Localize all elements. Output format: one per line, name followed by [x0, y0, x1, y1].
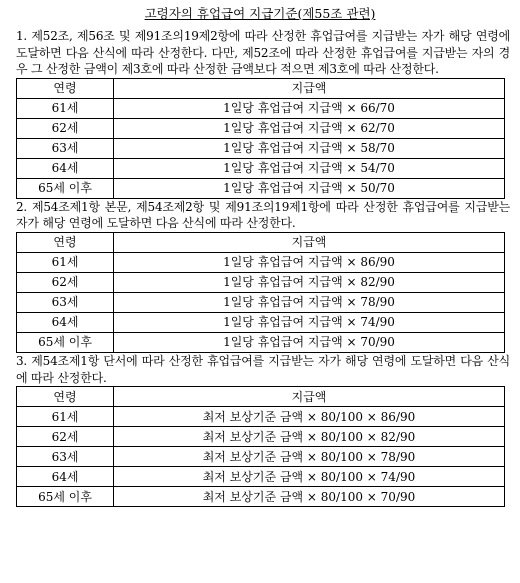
age-cell: 63세 [17, 447, 114, 467]
amount-cell: 1일당 휴업급여 지급액 × 86/90 [114, 252, 505, 272]
amount-cell: 1일당 휴업급여 지급액 × 82/90 [114, 272, 505, 292]
table-row [17, 467, 505, 487]
age-cell: 64세 [17, 158, 114, 178]
amount-cell: 1일당 휴업급여 지급액 × 54/70 [114, 158, 505, 178]
table-row [17, 98, 505, 118]
section-2-text: 2. 제54조제1항 본문, 제54조제2항 및 제91조의19제1항에 따라 산정한 휴업급여를 지급받는 자가 해당 연령에 도달하면 다음 산식에 따라 산정한다. [16, 199, 510, 231]
table-row [17, 252, 505, 272]
age-cell: 63세 [17, 138, 114, 158]
table-row [17, 407, 505, 427]
header-amount: 지급액 [114, 78, 505, 98]
header-amount: 지급액 [114, 232, 505, 252]
age-cell: 65세 이후 [17, 332, 114, 352]
amount-cell: 1일당 휴업급여 지급액 × 50/70 [114, 178, 505, 198]
age-cell: 63세 [17, 292, 114, 312]
amount-cell: 1일당 휴업급여 지급액 × 70/90 [114, 332, 505, 352]
age-cell: 62세 [17, 118, 114, 138]
age-cell: 61세 [17, 98, 114, 118]
amount-cell: 최저 보상기준 금액 × 80/100 × 86/90 [114, 407, 505, 427]
amount-cell: 1일당 휴업급여 지급액 × 78/90 [114, 292, 505, 312]
section-1-text: 1. 제52조, 제56조 및 제91조의19제2항에 따라 산정한 휴업급여를 지급받는 자가 해당 연령에 도달하면 다음 산식에 따라 산정한다. 다만, 제52조에 따라 산정한 휴업급여를 지급받는 자의 경우 그 산정한 금액이 제3호에 따라 산정한 금액보다 적으면 제3호에 따라 산정한다. [16, 29, 510, 77]
table-row [17, 138, 505, 158]
amount-cell: 최저 보상기준 금액 × 80/100 × 82/90 [114, 427, 505, 447]
amount-cell: 1일당 휴업급여 지급액 × 74/90 [114, 312, 505, 332]
amount-cell: 1일당 휴업급여 지급액 × 62/70 [114, 118, 505, 138]
age-cell: 64세 [17, 467, 114, 487]
amount-cell: 1일당 휴업급여 지급액 × 66/70 [114, 98, 505, 118]
amount-cell: 최저 보상기준 금액 × 80/100 × 78/90 [114, 447, 505, 467]
header-age: 연령 [17, 78, 114, 98]
table-row [17, 292, 505, 312]
table-row [17, 312, 505, 332]
age-cell: 65세 이후 [17, 487, 114, 507]
header-amount: 지급액 [114, 387, 505, 407]
age-cell: 64세 [17, 312, 114, 332]
age-cell: 65세 이후 [17, 178, 114, 198]
table-header-row [17, 232, 505, 252]
section-3-table [16, 386, 505, 507]
table-header-row [17, 78, 505, 98]
section-1-table [16, 78, 505, 199]
amount-cell: 최저 보상기준 금액 × 80/100 × 74/90 [114, 467, 505, 487]
table-row [17, 427, 505, 447]
table-row [17, 447, 505, 467]
age-cell: 61세 [17, 407, 114, 427]
table-row [17, 118, 505, 138]
section-3-text: 3. 제54조제1항 단서에 따라 산정한 휴업급여를 지급받는 자가 해당 연령에 도달하면 다음 산식에 따라 산정한다. [16, 353, 510, 385]
table-row [17, 158, 505, 178]
table-row [17, 487, 505, 507]
table-header-row [17, 387, 505, 407]
table-row [17, 272, 505, 292]
age-cell: 61세 [17, 252, 114, 272]
title-text: 고령자의 휴업급여 지급기준(제55조 관련) [144, 6, 376, 21]
amount-cell: 최저 보상기준 금액 × 80/100 × 70/90 [114, 487, 505, 507]
amount-cell: 1일당 휴업급여 지급액 × 58/70 [114, 138, 505, 158]
header-age: 연령 [17, 387, 114, 407]
table-row [17, 178, 505, 198]
age-cell: 62세 [17, 272, 114, 292]
table-row [17, 332, 505, 352]
document-title [10, 0, 510, 28]
section-2-table [16, 232, 505, 353]
header-age: 연령 [17, 232, 114, 252]
age-cell: 62세 [17, 427, 114, 447]
